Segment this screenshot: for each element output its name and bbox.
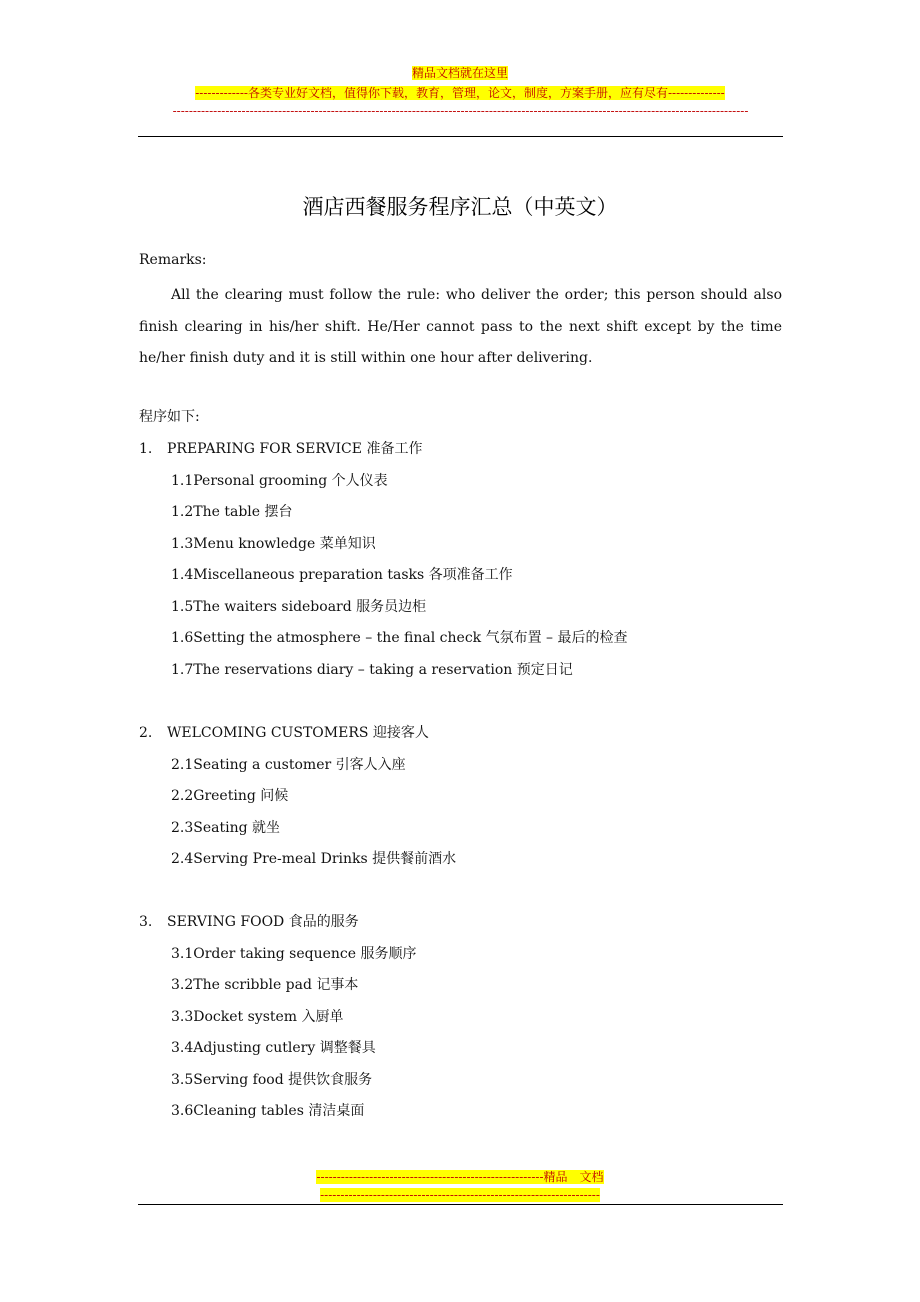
footer-rule: [138, 1204, 783, 1205]
list-item: 3.5Serving food 提供饮食服务: [171, 1072, 373, 1088]
section-title: SERVING FOOD 食品的服务: [167, 914, 359, 930]
section-number: 3.: [139, 914, 153, 930]
list-item: 2.4Serving Pre-meal Drinks 提供餐前酒水: [171, 851, 457, 867]
page-title: 酒店西餐服务程序汇总（中英文）: [302, 195, 618, 219]
footer-tagline: --------------------------------------------------------精品 文档: [316, 1170, 604, 1184]
remarks-label: Remarks:: [139, 252, 207, 268]
footer-dashes: ---------------------------------------------------------------------: [320, 1188, 600, 1202]
list-item: 2.2Greeting 问候: [171, 788, 289, 804]
section-heading: [139, 723, 429, 743]
list-item: 1.4Miscellaneous preparation tasks 各项准备工作: [171, 567, 513, 583]
list-item: 2.3Seating 就坐: [171, 820, 281, 836]
list-item: 3.3Docket system 入厨单: [171, 1009, 344, 1025]
list-item: 1.7The reservations diary – taking a reservation 预定日记: [171, 662, 573, 678]
header-rule: [138, 136, 783, 137]
list-item: 1.1Personal grooming 个人仪表: [171, 473, 388, 489]
section-title: PREPARING FOR SERVICE 准备工作: [167, 441, 423, 457]
list-item: 1.6Setting the atmosphere – the final check 气氛布置 – 最后的检查: [171, 630, 628, 646]
list-item: 1.5The waiters sideboard 服务员边柜: [171, 599, 427, 615]
header-dashes: ----------------------------------------------------------------------------------------------------------------------------------------------: [172, 104, 749, 118]
section-title: WELCOMING CUSTOMERS 迎接客人: [167, 725, 429, 741]
header-tagline: 精品文档就在这里: [411, 66, 508, 80]
list-item: 3.4Adjusting cutlery 调整餐具: [171, 1040, 376, 1056]
procedure-label: 程序如下:: [139, 409, 200, 425]
list-item: 3.2The scribble pad 记事本: [171, 977, 359, 993]
list-item: 1.2The table 摆台: [171, 504, 293, 520]
list-item: 3.1Order taking sequence 服务顺序: [171, 946, 417, 962]
section-number: 2.: [139, 725, 153, 741]
section-heading: [139, 439, 422, 459]
remarks-text: All the clearing must follow the rule: who deliver the order; this person should also finish clearing in his/her shift. He/Her cannot pass to the next shift except by the time he/her finish duty and it is still within one hour after delivering.: [139, 287, 782, 366]
section-number: 1.: [139, 441, 153, 457]
section-heading: [139, 912, 359, 932]
list-item: 3.6Cleaning tables 清洁桌面: [171, 1103, 365, 1119]
list-item: 1.3Menu knowledge 菜单知识: [171, 536, 376, 552]
header-banner: -------------各类专业好文档，值得你下载，教育，管理，论文，制度，方案手册，应有尽有--------------: [195, 86, 725, 100]
list-item: 2.1Seating a customer 引客人入座: [171, 757, 406, 773]
